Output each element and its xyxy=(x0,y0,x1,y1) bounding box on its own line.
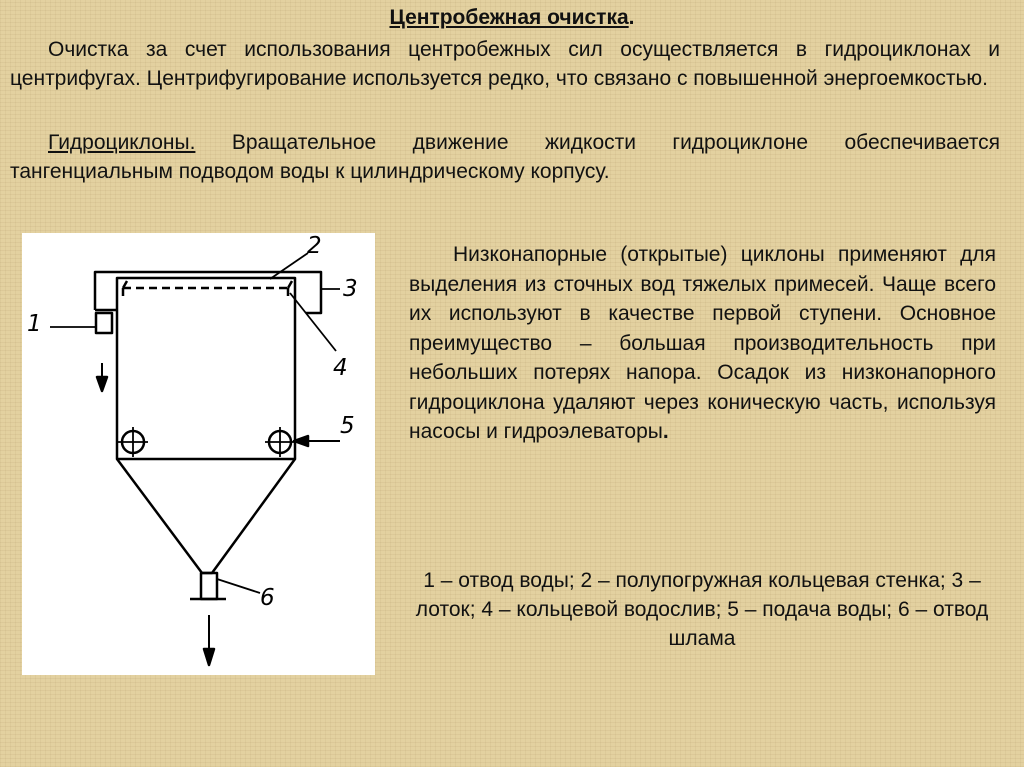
label-2: 2 xyxy=(307,233,322,259)
slide-title-punct: . xyxy=(628,6,635,29)
leader-6 xyxy=(217,579,260,593)
label-4: 4 xyxy=(333,355,348,381)
diagram-caption: 1 – отвод воды; 2 – полупогружная кольцевая стенка; 3 – лоток; 4 – кольцевой водослив; 5 – подача воды; 6 – отвод шлама xyxy=(415,569,989,650)
label-1: 1 xyxy=(27,311,42,337)
outlet-pipe xyxy=(96,313,112,333)
hydrocyclone-diagram-svg xyxy=(22,233,375,675)
label-3: 3 xyxy=(343,276,358,302)
description-punct: . xyxy=(662,420,669,443)
cylinder-body xyxy=(117,278,295,459)
leader-2 xyxy=(270,253,308,279)
discharge-arrow-head xyxy=(97,377,107,391)
cone xyxy=(117,459,295,573)
slide-title-text: Центробежная очистка xyxy=(389,6,629,29)
sludge-pipe xyxy=(201,573,217,599)
paragraph-centrifugal-text: Очистка за счет использования центробежных сил осуществляется в гидроциклонах и центрифугах. Центрифугирование используется редко, что связано с повышенной энергоемкостью. xyxy=(10,38,1000,90)
paragraph-centrifugal xyxy=(10,35,1000,93)
description-low-pressure-cyclones xyxy=(409,240,996,447)
sludge-arrow-head xyxy=(204,649,214,665)
label-6: 6 xyxy=(260,585,275,611)
leader-4 xyxy=(290,293,336,351)
hydrocyclone-diagram xyxy=(22,233,375,675)
paragraph-hydrocyclones xyxy=(10,128,1000,186)
weir-top-right xyxy=(288,281,292,288)
label-5: 5 xyxy=(340,413,355,439)
hydrocyclones-text: Вращательное движение жидкости гидроциклоне обеспечивается тангенциальным подводом воды к цилиндрическому корпусу. xyxy=(10,131,1000,183)
slide-title xyxy=(0,6,1024,30)
hydrocyclones-term: Гидроциклоны. xyxy=(48,131,196,154)
description-text: Низконапорные (открытые) циклоны применяют для выделения из сточных вод тяжелых примесей. Чаще всего их используют в качестве первой ступени. Основное преимущество – большая производительность при небольших потерях напора. Осадок из низконапорного гидроциклона удаляют через коническую часть, используя насосы и гидроэлеваторы xyxy=(409,243,996,443)
